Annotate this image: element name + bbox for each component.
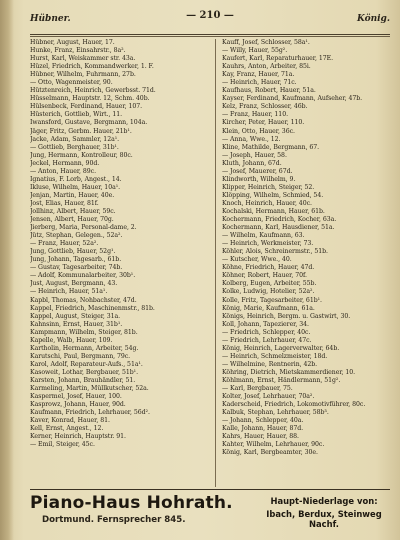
directory-entry: Köhner, Robert, Hauer, 70f.	[222, 272, 307, 280]
directory-entry: Koll, Johann, Tapezierer, 34.	[222, 320, 309, 328]
book-spine-shadow	[0, 0, 14, 540]
header-right-keyword: König.	[356, 14, 390, 24]
directory-entry: Kapelle, Walb, Hauer, 109.	[30, 336, 113, 344]
directory-entry: Köhne, Friedrich, Hauer, 47d.	[222, 264, 315, 272]
directory-entry: Hunke, Franz, Einsahrstr., 8a².	[30, 47, 126, 55]
directory-entry: — Gottlieb, Berghauer, 31b¹.	[30, 143, 119, 151]
directory-entry: — Anna, Wwe., 12.	[222, 135, 281, 143]
directory-entry: — Willy, Hauer, 55g².	[222, 47, 288, 55]
directory-entry: Hüsterich, Gottlieb, Wirt., 11.	[30, 111, 123, 119]
directory-entry: Kolke, Ludwig, Hotelier, 52a².	[222, 288, 315, 296]
directory-entry: — Friedrich, Schlepper, 40c.	[222, 328, 311, 336]
directory-entry: — Franz, Hauer, 52a².	[30, 240, 99, 248]
page-header	[30, 10, 390, 28]
directory-entry: Kaver, Konrad, Hauer, 81.	[30, 417, 110, 425]
directory-entry: Kalle, Johann, Hauer, 87d.	[222, 425, 304, 433]
directory-entry: Kaufmann, Friedrich, Lehrhauer, 56d².	[30, 409, 150, 417]
directory-entry: Jung, Gottlieb, Hauer, 52g¹.	[30, 248, 116, 256]
directory-entry: Jäger, Fritz, Gerbm. Hauer, 21b¹.	[30, 127, 132, 135]
directory-entry: Kaspermel, Josef, Hauer, 100.	[30, 393, 122, 401]
directory-entry: — Joseph, Hauer, 58.	[222, 151, 287, 159]
directory-entry: Kolle, Fritz, Tagesarbeiter, 61b¹.	[222, 296, 322, 304]
directory-entry: Hüsselmann, Hauptstr. 12, Schm. 40b.	[30, 95, 150, 103]
directory-entry: Jensen, Albert, Hauer, 70g.	[30, 216, 114, 224]
directory-entry: Knoch, Heinrich, Hauer, 40c.	[222, 199, 312, 207]
directory-entry: Kalbuk, Stephan, Lehrhauer, 58b³.	[222, 409, 329, 417]
directory-entry: Klipper, Heinrich, Steiger, 52.	[222, 183, 315, 191]
directory-entry: — Friedrich, Lehrhauer, 47c.	[222, 336, 312, 344]
directory-entry: Kartholin, Hermann, Arbeiter, 54g.	[30, 344, 139, 352]
brand-list: Ibach, Berdux, Steinweg Nachf.	[266, 509, 382, 529]
directory-entry: Kapbl, Thomas, Nohbachster, 47d.	[30, 296, 137, 304]
directory-entry: Kahter, Wilhelm, Lehrhauer, 90c.	[222, 441, 325, 449]
directory-entry: Kay, Franz, Hauer, 71a.	[222, 71, 295, 79]
directory-entry: Kaufert, Karl, Reparaturhauer, 17E.	[222, 55, 333, 63]
directory-entry: — Emil, Steiger, 45c.	[30, 441, 95, 449]
directory-entry: Hülsenbeck, Ferdinand, Hauer, 107.	[30, 103, 143, 111]
header-rule-secondary	[30, 36, 390, 37]
directory-entry: — Franz, Hauer, 110.	[222, 111, 288, 119]
directory-entry: Kahnsinn, Ernst, Hauer, 31b¹.	[30, 320, 123, 328]
directory-entry: Kell, Ernst, Angest., 12.	[30, 425, 104, 433]
directory-entry: Kluth, Johann, 67d.	[222, 159, 282, 167]
directory-entry: Jenjan, Martin, Hauer, 40e.	[30, 191, 115, 199]
directory-entry: Jütz, Stephan, Gelegen., 52a².	[30, 232, 123, 240]
directory-entry: Kolter, Josef, Lehrhauer, 70a².	[222, 393, 315, 401]
advertisement-left	[30, 493, 240, 525]
directory-entry: — Otto, Wagenmeister, 90.	[30, 79, 113, 87]
directory-entry: Kappel, Friedrich, Maschinenmstr., 81b.	[30, 304, 155, 312]
directory-entry: Köhler, Alois, Schreinermstr., 51b.	[222, 248, 328, 256]
directory-entry: Hübner, August, Hauer, 17.	[30, 39, 115, 46]
directory-entry: Kochermann, Karl, Hausdiener, 51a.	[222, 224, 335, 232]
header-rule	[30, 34, 390, 35]
advertisement-rule	[30, 489, 390, 490]
directory-entry: Kappel, August, Steiger, 31a.	[30, 312, 121, 320]
directory-entry: Kline, Mathilde, Bergmann, 67.	[222, 143, 320, 151]
left-entries-column	[30, 39, 212, 487]
directory-entry: — Karl, Bergbauer, 75.	[222, 385, 293, 393]
directory-entry: Karol, Adolf, Reparateur-Aufs., 51a¹.	[30, 360, 143, 368]
directory-entry: Klein, Otto, Hauer, 36c.	[222, 127, 295, 135]
directory-entry: Kauff, Josef, Schlosser, 58a¹.	[222, 39, 310, 46]
directory-entry: Kolberg, Eugen, Arbeiter, 55b.	[222, 280, 317, 288]
directory-entry: — Heinrich, Werkmeister, 73.	[222, 240, 314, 248]
directory-entry: — Anton, Hauer, 89c.	[30, 167, 96, 175]
directory-entry: Just, August, Bergmann, 43.	[30, 280, 118, 288]
directory-entry: Klindworth, Wilhelm, 9.	[222, 175, 296, 183]
directory-entry: König, Heinrich, Lagerverwalter, 64b.	[222, 344, 340, 352]
directory-entry: Hübner, Wilhelm, Fuhrmann, 27b.	[30, 71, 136, 79]
directory-entry: Hütztenreich, Heinrich, Gewerbsst. 71d.	[30, 87, 156, 95]
agency-label: Haupt-Niederlage von:	[270, 496, 378, 506]
directory-entry: Jung, Johann, Tagesarb., 61b.	[30, 256, 122, 264]
directory-entry: Jollhinz, Albert, Hauer, 59c.	[30, 207, 116, 215]
directory-entry: Jierberg, Maria, Personal-dame, 2.	[30, 224, 137, 232]
directory-entry: — Heinrich, Hauer, 51a¹.	[30, 288, 108, 296]
directory-entry: Kerner, Heinrich, Hauptstr. 91.	[30, 433, 126, 441]
directory-entry: — Gustav, Tagesarbeiter, 74b.	[30, 264, 123, 272]
directory-entry: Ikluse, Wilhelm, Hauer, 10a¹.	[30, 183, 121, 191]
directory-entry: Kaderscheid, Friedrich, Lokomotivführer, 80c.	[222, 401, 366, 409]
directory-entry: Kayser, Ferdinand, Kaufmann, Aufseher, 47b.	[222, 95, 363, 103]
directory-entry: Kampmann, Wilhelm, Steiger, 81b.	[30, 328, 138, 336]
directory-entry: Kasprowz, Johann, Hauer, 90d.	[30, 401, 126, 409]
directory-entry: — Johann, Schlepper, 40a.	[222, 417, 304, 425]
directory-entry: — Josef, Mauerer, 67d.	[222, 167, 293, 175]
advertisement-right	[254, 496, 394, 529]
directory-entry: Kircher, Peter, Hauer, 110.	[222, 119, 305, 127]
directory-entry: Karsten, Johann, Brauhändler, 51.	[30, 376, 136, 384]
advertiser-name: Piano-Haus Hohrath.	[30, 493, 233, 513]
directory-entry: Jung, Hermann, Kontrolleur, 80c.	[30, 151, 133, 159]
directory-entry: — Heinrich, Schmelzmeister, 18d.	[222, 352, 328, 360]
page-number: — 210 —	[186, 10, 234, 21]
directory-entry: — Wilhelmine, Rentnerin, 42b.	[222, 360, 318, 368]
header-left-keyword: Hübner.	[30, 14, 71, 24]
right-entries-column	[222, 39, 394, 487]
directory-entry: Kasoweit, Lothar, Bergbauer, 51b¹.	[30, 368, 138, 376]
directory-entry: — Heinrich, Hauer, 71c.	[222, 79, 297, 87]
directory-entry: Klöpping, Wilhelm, Schmied, 54.	[222, 191, 324, 199]
advertiser-address: Dortmund. Fernsprecher 845.	[42, 515, 186, 525]
directory-entry: Ignatius, F. Lorb, Angest., 14.	[30, 175, 122, 183]
directory-entry: Kochermann, Friedrich, Kocher, 63a.	[222, 216, 337, 224]
directory-entry: Kochalski, Hermann, Hauer, 61b.	[222, 207, 325, 215]
directory-entry: Jacke, Adam, Sammler, 12a¹.	[30, 135, 120, 143]
directory-entry: Iwansford, Gustave, Bergmann, 104a.	[30, 119, 148, 127]
directory-entry: Königs, Heinrich, Bergm. u. Gastwirt, 30.	[222, 312, 351, 320]
directory-entry: Hurst, Karl, Weiskammer str. 43a.	[30, 55, 136, 63]
directory-entry: Köhring, Dietrich, Mietskammerdiener, 10.	[222, 368, 356, 376]
directory-entry: Jeckel, Hermann, 90d.	[30, 159, 100, 167]
directory-entry: Jost, Elias, Hauer, 81f.	[30, 199, 99, 207]
directory-entry: Kaufhaus, Robert, Hauer, 51a.	[222, 87, 316, 95]
directory-entry: — Wilhelm, Kaufmann, 63.	[222, 232, 305, 240]
column-divider	[215, 39, 216, 487]
directory-entry: Köhlmann, Ernst, Händlermann, 51g².	[222, 376, 341, 384]
directory-entry: König, Marie, Kaufmann, 61a.	[222, 304, 315, 312]
directory-entry: Karutschi, Paul, Bergmann, 79c.	[30, 352, 131, 360]
directory-entry: Kahrs, Hauer, Hauer, 88.	[222, 433, 299, 441]
directory-entry: Kauhrs, Anton, Arbeiter, 85i.	[222, 63, 311, 71]
directory-entry: Karmeling, Martin, Müllkutscher, 52a.	[30, 385, 149, 393]
directory-entry: — Adolf, Kommunalarbeiter, 30b¹.	[30, 272, 136, 280]
directory-entry: — Kutscher, Wwe., 40.	[222, 256, 292, 264]
directory-entry: Kelz, Franz, Schlosser, 46b.	[222, 103, 308, 111]
directory-entry: König, Karl, Bergbeamter, 30e.	[222, 449, 318, 457]
directory-entry: Hüzel, Friedrich, Kommandwerker, 1. F.	[30, 63, 154, 71]
